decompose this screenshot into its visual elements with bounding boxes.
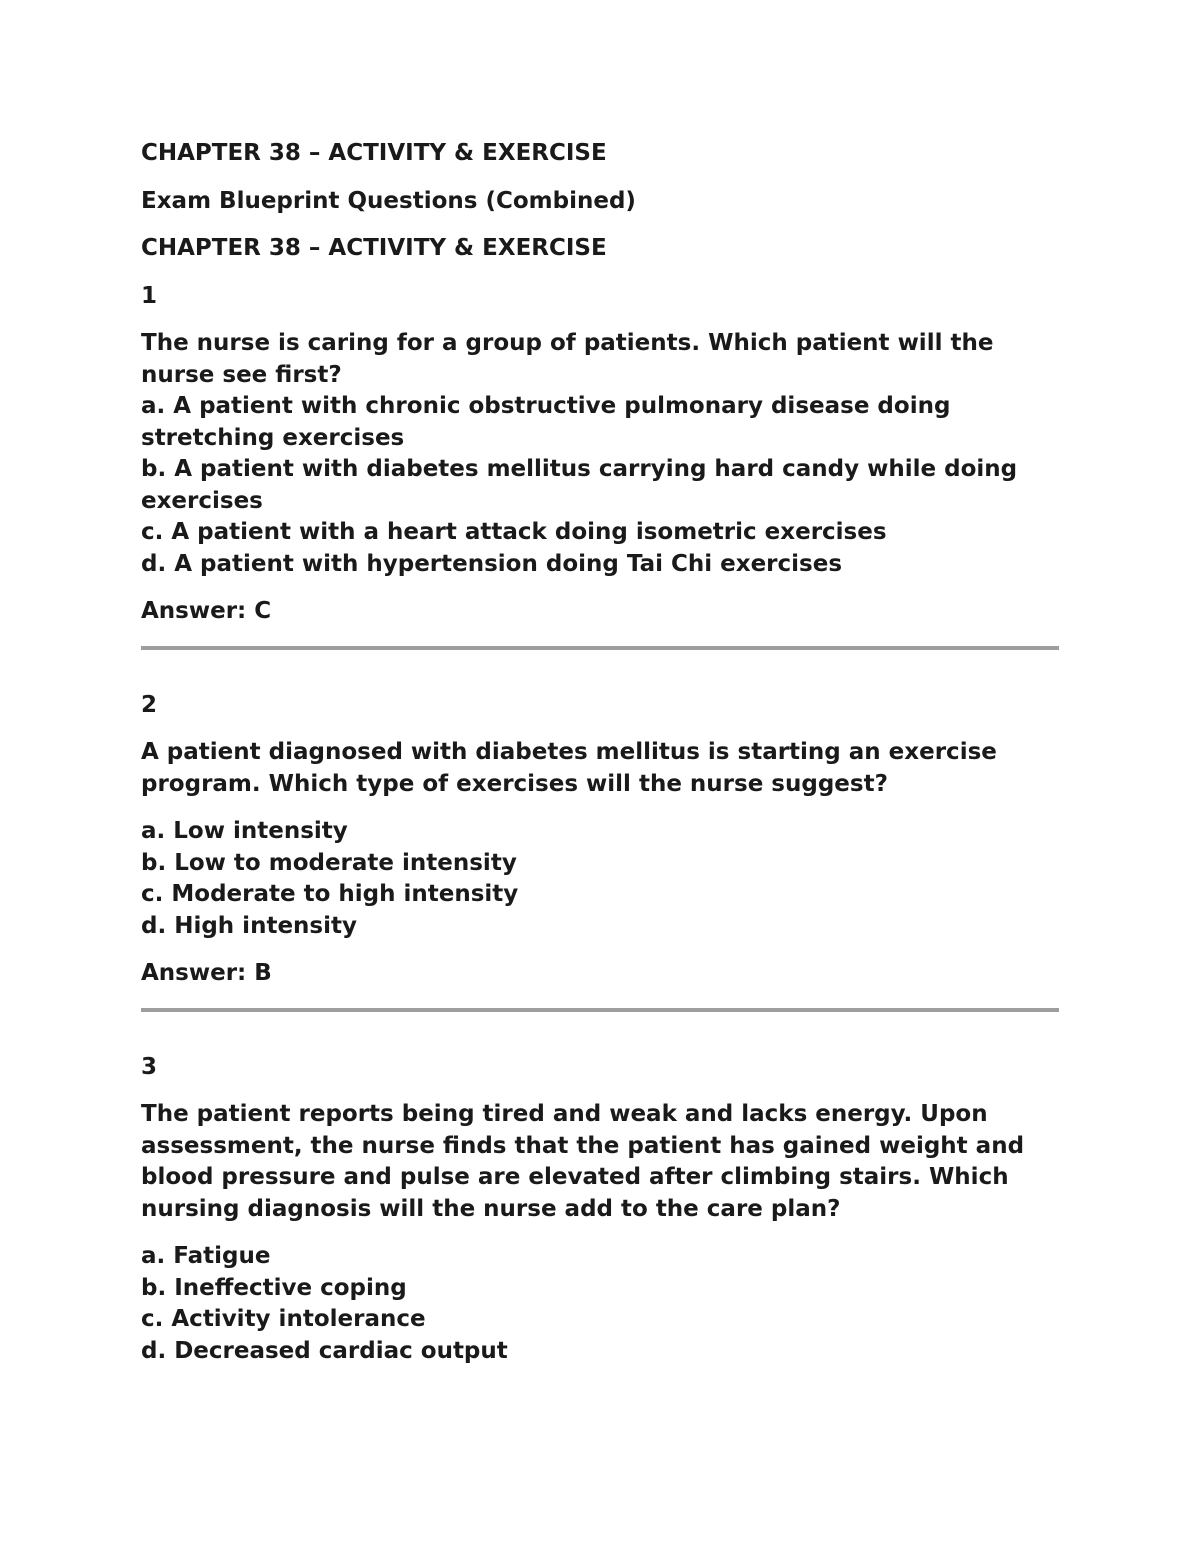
option-c: c. Activity intolerance <box>141 1306 426 1332</box>
question-text: A patient diagnosed with diabetes mellitus is starting an exercise program. Which type of exercises will the nurse suggest? <box>141 739 997 797</box>
horizontal-divider <box>141 1008 1059 1012</box>
document-content <box>141 138 1059 1367</box>
question-3 <box>141 1052 1059 1368</box>
option-d: d. High intensity <box>141 912 357 939</box>
option-c: c. Moderate to high intensity <box>141 881 519 907</box>
question-number: 1 <box>141 282 158 309</box>
option-a: a. A patient with chronic obstructive pulmonary disease doing stretching exercises <box>141 393 951 451</box>
option-b: b. Low to moderate intensity <box>141 849 517 876</box>
document-subtitle: Exam Blueprint Questions (Combined) <box>141 187 636 214</box>
question-1 <box>141 281 1059 628</box>
answer-text: Answer: B <box>141 960 272 986</box>
option-b: b. Ineffective coping <box>141 1274 407 1301</box>
option-d: d. Decreased cardiac output <box>141 1337 508 1364</box>
answer-text: Answer: C <box>141 598 272 624</box>
option-b: b. A patient with diabetes mellitus carrying hard candy while doing exercises <box>141 456 1018 514</box>
question-2 <box>141 690 1059 990</box>
chapter-title: CHAPTER 38 – ACTIVITY & EXERCISE <box>141 140 607 166</box>
chapter-title-repeat: CHAPTER 38 – ACTIVITY & EXERCISE <box>141 235 607 261</box>
option-a: a. Fatigue <box>141 1243 271 1269</box>
question-number: 3 <box>141 1053 158 1080</box>
question-text: The nurse is caring for a group of patients. Which patient will the nurse see first? <box>141 330 994 388</box>
question-text: The patient reports being tired and weak and lacks energy. Upon assessment, the nurse finds that the patient has gained weight and blood pressure and pulse are elevated after climbing stairs. Which nursing diagnosis will the nurse add to the care plan? <box>141 1101 1025 1222</box>
option-a: a. Low intensity <box>141 818 348 844</box>
horizontal-divider <box>141 646 1059 650</box>
option-d: d. A patient with hypertension doing Tai Chi exercises <box>141 550 843 577</box>
option-c: c. A patient with a heart attack doing isometric exercises <box>141 519 887 545</box>
question-number: 2 <box>141 691 158 718</box>
